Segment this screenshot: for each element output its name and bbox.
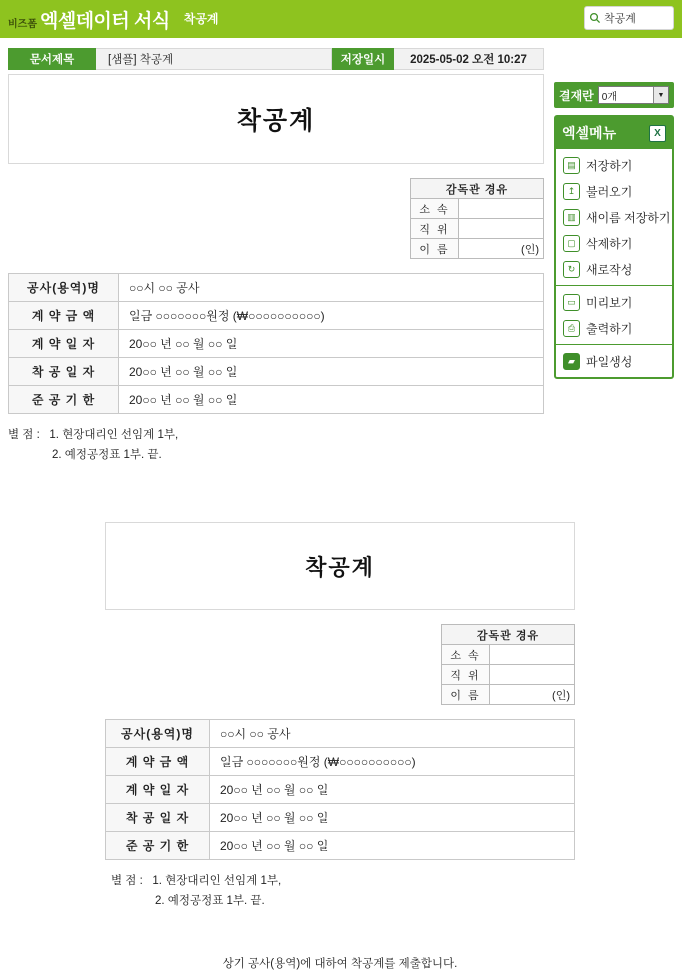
supervisor-row-label: 직 위: [442, 665, 490, 685]
current-document-name: 착공계: [183, 11, 219, 26]
contract-row-label: 준 공 기 한: [9, 386, 119, 414]
approval-count-select[interactable]: [598, 86, 669, 104]
menu-item-label: 불러오기: [586, 184, 633, 199]
excel-badge-icon: X: [649, 125, 666, 142]
menu-item-label: 새로작성: [586, 262, 633, 277]
supervisor-row-value: [490, 665, 575, 685]
notes-item: 2. 예정공정표 1부. 끝.: [155, 894, 265, 907]
approval-count-value: 0개: [601, 91, 618, 103]
chevron-down-icon[interactable]: ▼: [653, 87, 668, 103]
notes-item: 2. 예정공정표 1부. 끝.: [52, 448, 162, 461]
top-bar: [0, 0, 682, 38]
search-input[interactable]: [584, 6, 674, 30]
approval-label: 결재란: [559, 88, 594, 103]
page-title: 착공계: [305, 554, 375, 580]
right-panel: [554, 82, 674, 379]
search-icon: [589, 12, 601, 24]
supervisor-row-label: 이 름: [442, 685, 490, 705]
contract-row-value: 20○○ 년 ○○ 월 ○○ 일: [210, 776, 575, 804]
supervisor-table-header: 감독관 경유: [442, 625, 575, 645]
table-row: [9, 358, 544, 386]
table-row: [411, 199, 544, 219]
menu-item-save-as[interactable]: [556, 204, 672, 230]
open-folder-icon: ↥: [563, 183, 580, 200]
document-title-card: [8, 74, 544, 164]
menu-item-label: 파일생성: [586, 354, 633, 369]
document-title-label: 문서제목: [8, 48, 96, 70]
supervisor-row-label: 직 위: [411, 219, 459, 239]
table-row: [106, 804, 575, 832]
contract-row-label: 계 약 금 액: [106, 748, 210, 776]
contract-row-label: 계 약 일 자: [9, 330, 119, 358]
contract-row-value[interactable]: 20○○ 년 ○○ 월 ○○ 일: [119, 358, 544, 386]
supervisor-row-value: [490, 645, 575, 665]
excel-menu-group-file: [556, 149, 672, 285]
document-header-bar: [8, 48, 544, 70]
supervisor-row-label: 소 속: [411, 199, 459, 219]
notes-label: 별 점 :: [111, 875, 143, 887]
menu-item-label: 삭제하기: [586, 236, 633, 251]
table-row: [106, 776, 575, 804]
table-row: [106, 720, 575, 748]
supervisor-row-label: 이 름: [411, 239, 459, 259]
supervisor-row-value[interactable]: (인): [459, 239, 544, 259]
brand-main-text: 엑셀데이터 서식: [39, 10, 170, 32]
menu-item-label: 저장하기: [586, 158, 633, 173]
menu-item-preview[interactable]: [556, 289, 672, 315]
contract-row-value: 20○○ 년 ○○ 월 ○○ 일: [210, 804, 575, 832]
contract-row-label: 계 약 일 자: [106, 776, 210, 804]
supervisor-table: [441, 624, 575, 705]
contract-row-label: 공사(용역)명: [106, 720, 210, 748]
supervisor-row-value[interactable]: [459, 219, 544, 239]
approval-box-row: [554, 82, 674, 108]
supervisor-row-value[interactable]: [459, 199, 544, 219]
excel-menu-group-file-create: [556, 344, 672, 377]
contract-row-value[interactable]: 일금 ○○○○○○○원정 (₩○○○○○○○○○○): [119, 302, 544, 330]
menu-item-new[interactable]: [556, 256, 672, 282]
supervisor-table-wrapper: [8, 178, 544, 259]
print-icon: ⎙: [563, 320, 580, 337]
excel-menu-panel: [554, 115, 674, 379]
menu-item-file-create[interactable]: [556, 348, 672, 374]
contract-row-label: 착 공 일 자: [106, 804, 210, 832]
preview-icon: ▭: [563, 294, 580, 311]
contract-row-label: 계 약 금 액: [9, 302, 119, 330]
notes-block: [8, 426, 544, 465]
menu-item-label: 새이름 저장하기: [586, 210, 671, 225]
notes-block: [105, 872, 575, 911]
contract-row-value[interactable]: ○○시 ○○ 공사: [119, 274, 544, 302]
refresh-icon: ↻: [563, 261, 580, 278]
brand-small-text: 비즈폼: [8, 18, 37, 30]
contract-row-label: 공사(용역)명: [9, 274, 119, 302]
table-row: [9, 330, 544, 358]
menu-item-label: 미리보기: [586, 295, 633, 310]
contract-row-value: 20○○ 년 ○○ 월 ○○ 일: [210, 832, 575, 860]
document-sheet-preview: [105, 522, 575, 971]
saved-datetime-value: 2025-05-02 오전 10:27: [394, 48, 544, 70]
menu-item-open[interactable]: [556, 178, 672, 204]
contract-row-label: 준 공 기 한: [106, 832, 210, 860]
table-row: [411, 219, 544, 239]
document-title-card-preview: [105, 522, 575, 610]
excel-menu-group-print: [556, 285, 672, 344]
supervisor-table-header: 감독관 경유: [411, 179, 544, 199]
table-row: [411, 239, 544, 259]
document-sheet-primary: [8, 74, 544, 465]
table-row: [106, 748, 575, 776]
menu-item-delete[interactable]: [556, 230, 672, 256]
trash-icon: ▢: [563, 235, 580, 252]
table-row: [9, 274, 544, 302]
menu-item-label: 출력하기: [586, 321, 633, 336]
menu-item-save[interactable]: [556, 152, 672, 178]
contract-row-label: 착 공 일 자: [9, 358, 119, 386]
contract-row-value: ○○시 ○○ 공사: [210, 720, 575, 748]
excel-menu-title: 엑셀메뉴: [562, 125, 617, 141]
document-title-value[interactable]: [샘플] 착공계: [96, 48, 332, 70]
save-icon: ▤: [563, 157, 580, 174]
table-row: [442, 685, 575, 705]
notes-first-line: [111, 872, 575, 892]
table-row: [9, 302, 544, 330]
save-as-icon: ▥: [563, 209, 580, 226]
table-row: [9, 386, 544, 414]
notes-first-line: [8, 426, 544, 446]
supervisor-table: [410, 178, 544, 259]
contract-row-value: 일금 ○○○○○○○원정 (₩○○○○○○○○○○): [210, 748, 575, 776]
table-row: [442, 665, 575, 685]
excel-menu-header: [556, 117, 672, 149]
notes-item: 1. 현장대리인 선임계 1부,: [152, 875, 282, 887]
contract-row-value[interactable]: 20○○ 년 ○○ 월 ○○ 일: [119, 386, 544, 414]
supervisor-row-value: (인): [490, 685, 575, 705]
supervisor-row-label: 소 속: [442, 645, 490, 665]
table-row: [442, 645, 575, 665]
file-create-icon: ▰: [563, 353, 580, 370]
saved-datetime-label: 저장일시: [332, 48, 394, 70]
notes-item: 1. 현장대리인 선임계 1부,: [49, 429, 179, 441]
contract-row-value[interactable]: 20○○ 년 ○○ 월 ○○ 일: [119, 330, 544, 358]
brand-logo[interactable]: [8, 6, 170, 33]
page-title: 착공계: [236, 107, 316, 135]
notes-label: 별 점 :: [8, 429, 40, 441]
contract-table: [8, 273, 544, 414]
search-value: 착공계: [604, 13, 636, 25]
contract-table: [105, 719, 575, 860]
table-row: [106, 832, 575, 860]
document-footer-statement: 상기 공사(용역)에 대하여 착공계를 제출합니다.: [222, 958, 458, 971]
menu-item-print[interactable]: [556, 315, 672, 341]
supervisor-table-wrapper-preview: [105, 624, 575, 705]
